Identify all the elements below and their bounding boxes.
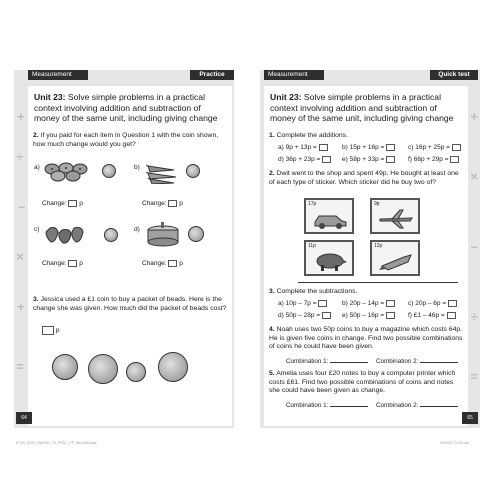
coin-icon bbox=[188, 226, 204, 242]
minus-pattern-icon: – bbox=[470, 239, 478, 254]
addition-expression: 66p + 29p = bbox=[413, 156, 449, 164]
print-footer: 25/04/17 10:20 am bbox=[440, 441, 470, 445]
page-number: 64 bbox=[16, 412, 32, 424]
additions-row bbox=[342, 156, 395, 165]
left-page bbox=[14, 70, 234, 428]
part-letter: e) bbox=[342, 156, 348, 164]
coin-icon bbox=[186, 164, 200, 178]
question-3 bbox=[33, 296, 227, 313]
divide-pattern-icon: ÷ bbox=[470, 309, 478, 324]
answer-box[interactable] bbox=[68, 260, 77, 267]
question-text: Complete the subtractions. bbox=[276, 288, 358, 295]
times-pattern-icon: × bbox=[16, 249, 24, 264]
unit-title: Solve simple problems in a practical context involving addition and subtraction of money of the same unit, including giving change bbox=[34, 92, 218, 123]
coin-icon bbox=[126, 362, 146, 382]
part-letter: c) bbox=[408, 144, 414, 152]
question-number: 4. bbox=[269, 326, 275, 333]
answer-box[interactable] bbox=[386, 300, 395, 307]
unit-p: p bbox=[79, 260, 83, 268]
combination-label: Combination 2: bbox=[376, 358, 419, 365]
change-answer bbox=[42, 260, 83, 267]
addition-expression: 9p + 13p = bbox=[285, 144, 317, 152]
addition-expression: 36p + 23p = bbox=[285, 156, 321, 164]
subtractions-row bbox=[278, 300, 327, 309]
practice-tag: Practice bbox=[190, 70, 234, 80]
additions-row bbox=[278, 156, 331, 165]
answer-box[interactable] bbox=[42, 326, 54, 335]
carrots-image bbox=[146, 162, 180, 184]
change-answer bbox=[142, 260, 183, 267]
question-text: Complete the additions. bbox=[276, 132, 348, 139]
quick-test-tag: Quick test bbox=[430, 70, 478, 80]
question-text: If you paid for each item in Question 1 with the coin shown, how much change would you get? bbox=[33, 132, 219, 148]
change-label: Change: bbox=[42, 260, 67, 268]
sticker-price: 12p bbox=[374, 243, 383, 249]
question-number: 1. bbox=[269, 132, 275, 139]
combination-2 bbox=[376, 402, 458, 409]
plus-pattern-icon: + bbox=[17, 299, 25, 314]
question-text: Noah uses two 50p coins to buy a magazine which costs 64p. He is given five coins in change. Find two possible combinations of coins he could have been given. bbox=[269, 326, 463, 351]
answer-box[interactable] bbox=[168, 260, 177, 267]
sticker-car[interactable] bbox=[304, 198, 354, 234]
unit-p: p bbox=[79, 200, 83, 208]
item-letter: c) bbox=[34, 226, 40, 233]
question-2 bbox=[33, 132, 227, 149]
unit-heading bbox=[270, 92, 462, 124]
subject-tag: Measurement bbox=[264, 70, 324, 80]
subtraction-expression: 20p – 6p = bbox=[415, 300, 447, 308]
part-letter: e) bbox=[342, 312, 348, 320]
combination-label: Combination 1: bbox=[286, 402, 329, 409]
sticker-boar[interactable] bbox=[304, 240, 354, 276]
change-answer bbox=[142, 200, 183, 207]
beads-answer bbox=[42, 326, 59, 335]
subtraction-expression: £1 – 46p = bbox=[413, 312, 445, 320]
combination-2 bbox=[376, 358, 458, 365]
change-label: Change: bbox=[142, 200, 167, 208]
unit-p: p bbox=[179, 260, 183, 268]
item-letter: d) bbox=[134, 226, 140, 233]
combination-label: Combination 2: bbox=[376, 402, 419, 409]
left-worksheet bbox=[28, 86, 232, 426]
combination-1 bbox=[286, 358, 368, 365]
plane-icon bbox=[378, 208, 414, 230]
subtractions-row bbox=[342, 312, 395, 321]
part-letter: a) bbox=[278, 300, 284, 308]
answer-box[interactable] bbox=[322, 312, 331, 319]
additions-row bbox=[408, 156, 459, 165]
sticker-price: 17p bbox=[308, 201, 317, 207]
equals-pattern-icon: = bbox=[16, 359, 24, 374]
question-text: Jessica used a £1 coin to buy a packet of beads. Here is the change she was given. How much did the packet of beads cost? bbox=[33, 296, 227, 312]
question-3 bbox=[269, 288, 463, 297]
coin-icon bbox=[102, 164, 116, 178]
subtractions-row bbox=[342, 300, 395, 309]
subtraction-expression: 50p – 28p = bbox=[285, 312, 321, 320]
rocket-icon bbox=[378, 250, 414, 272]
question-1 bbox=[269, 132, 463, 141]
additions-row bbox=[342, 144, 395, 153]
page-number: 65 bbox=[462, 412, 478, 424]
change-label: Change: bbox=[42, 200, 67, 208]
sticker-price: 11p bbox=[308, 243, 316, 249]
subtractions-row bbox=[278, 312, 331, 321]
part-letter: d) bbox=[278, 156, 284, 164]
divide-pattern-icon: ÷ bbox=[16, 149, 24, 164]
item-letter: a) bbox=[34, 164, 40, 171]
question-4 bbox=[269, 326, 463, 352]
question-number: 2. bbox=[33, 132, 39, 139]
strawberries-image bbox=[44, 224, 88, 246]
change-label: Change: bbox=[142, 260, 167, 268]
answer-box[interactable] bbox=[68, 200, 77, 207]
subject-tag: Measurement bbox=[28, 70, 88, 80]
question-text: Dwit went to the shop and spent 49p. He bought at least one of each type of sticker. Which sticker did he buy two of? bbox=[269, 170, 459, 186]
cake-image bbox=[146, 220, 180, 248]
subtraction-expression: 50p – 16p = bbox=[349, 312, 385, 320]
equals-pattern-icon: = bbox=[470, 369, 478, 384]
unit-label: Unit 23: bbox=[34, 92, 66, 102]
answer-box[interactable] bbox=[450, 156, 459, 163]
part-letter: f) bbox=[408, 312, 412, 320]
subtraction-expression: 20p – 14p = bbox=[349, 300, 385, 308]
answer-box[interactable] bbox=[322, 156, 331, 163]
subtractions-row bbox=[408, 300, 457, 309]
additions-row bbox=[278, 144, 328, 153]
boar-icon bbox=[312, 250, 348, 272]
answer-line[interactable] bbox=[420, 362, 458, 363]
answer-box[interactable] bbox=[318, 300, 327, 307]
answer-box[interactable] bbox=[386, 156, 395, 163]
sticker-plane[interactable] bbox=[370, 198, 420, 234]
answer-box[interactable] bbox=[168, 200, 177, 207]
combination-1 bbox=[286, 402, 368, 409]
question-number: 3. bbox=[269, 288, 275, 295]
question-number: 3. bbox=[33, 296, 39, 303]
answer-box[interactable] bbox=[386, 312, 395, 319]
item-letter: b) bbox=[134, 164, 140, 171]
part-letter: d) bbox=[278, 312, 284, 320]
answer-box[interactable] bbox=[319, 144, 328, 151]
answer-box[interactable] bbox=[447, 312, 456, 319]
car-icon bbox=[312, 208, 348, 230]
part-letter: f) bbox=[408, 156, 412, 164]
right-page bbox=[260, 70, 480, 428]
answer-line[interactable] bbox=[298, 282, 458, 283]
addition-expression: 16p + 25p = bbox=[415, 144, 450, 152]
plus-pattern-icon: + bbox=[17, 109, 25, 124]
subtraction-expression: 10p – 7p = bbox=[285, 300, 317, 308]
coin-icon bbox=[52, 354, 78, 380]
answer-box[interactable] bbox=[386, 144, 395, 151]
sticker-rocket[interactable] bbox=[370, 240, 420, 276]
sticker-price: 9p bbox=[374, 201, 380, 207]
question-2 bbox=[269, 170, 463, 187]
unit-p: p bbox=[55, 327, 60, 335]
unit-title: Solve simple problems in a practical context involving addition and subtraction of money of the same unit, including giving change bbox=[270, 92, 454, 123]
unit-label: Unit 23: bbox=[270, 92, 302, 102]
additions-row bbox=[408, 144, 461, 153]
addition-expression: 58p + 33p = bbox=[349, 156, 385, 164]
times-pattern-icon: × bbox=[470, 169, 478, 184]
question-5 bbox=[269, 370, 463, 396]
coin-icon bbox=[158, 352, 188, 382]
part-letter: c) bbox=[408, 300, 414, 308]
answer-box[interactable] bbox=[452, 144, 461, 151]
coin-icon bbox=[88, 354, 118, 384]
answer-line[interactable] bbox=[330, 406, 368, 407]
coin-icon bbox=[104, 228, 118, 242]
part-letter: b) bbox=[342, 144, 348, 152]
question-number: 2. bbox=[269, 170, 275, 177]
answer-line[interactable] bbox=[330, 362, 368, 363]
unit-heading bbox=[34, 92, 226, 124]
minus-pattern-icon: – bbox=[18, 199, 26, 214]
part-letter: b) bbox=[342, 300, 348, 308]
answer-line[interactable] bbox=[420, 406, 458, 407]
right-worksheet bbox=[264, 86, 468, 426]
part-letter: a) bbox=[278, 144, 284, 152]
answer-box[interactable] bbox=[448, 300, 457, 307]
unit-p: p bbox=[179, 200, 183, 208]
question-number: 5. bbox=[269, 370, 275, 377]
combination-label: Combination 1: bbox=[286, 358, 329, 365]
change-answer bbox=[42, 200, 83, 207]
cookies-image bbox=[44, 162, 96, 182]
subtractions-row bbox=[408, 312, 456, 321]
plus-pattern-icon: + bbox=[470, 109, 478, 124]
print-footer: ET1B_KS2S_MATHS_Y3_PRAC_PP_064-065.indd bbox=[16, 441, 97, 445]
addition-expression: 15p + 16p = bbox=[349, 144, 385, 152]
question-text: Amelia uses four £20 notes to buy a computer printer which costs £61. Find two possible combinations of coins and notes she could have been given as change. bbox=[269, 370, 456, 395]
